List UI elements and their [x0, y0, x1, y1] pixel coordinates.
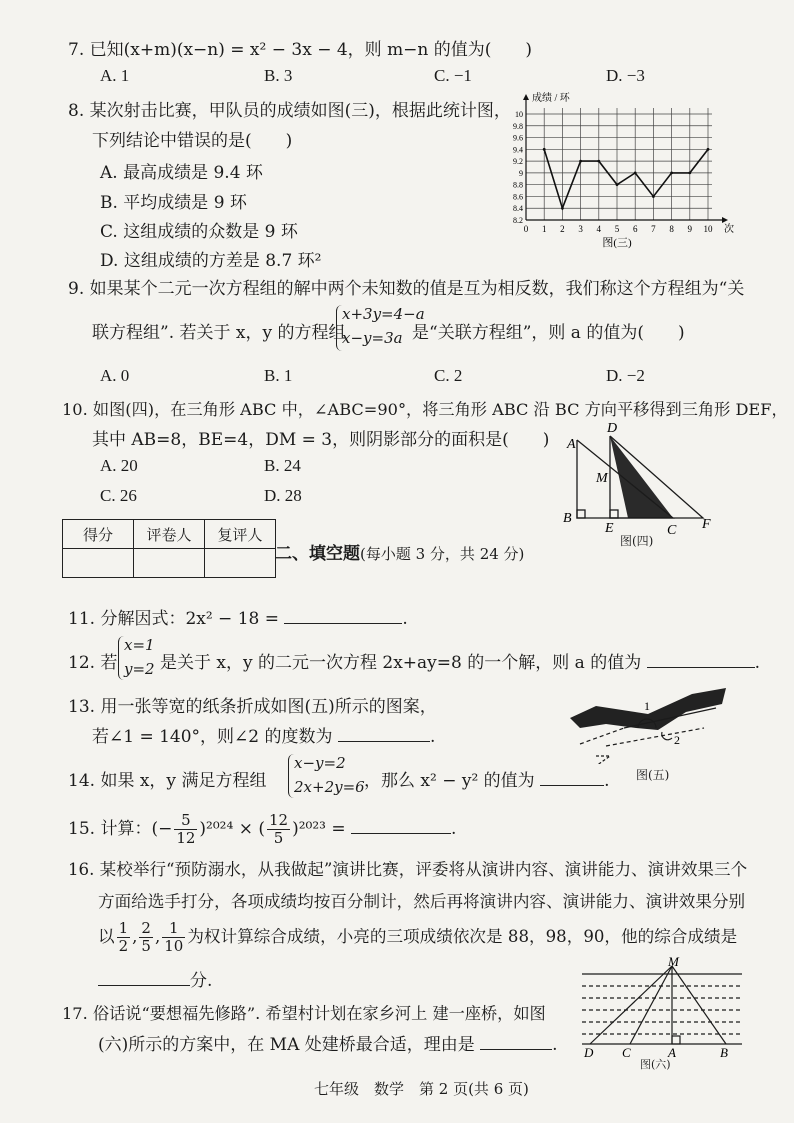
- q15-pre: 15. 计算：(−: [68, 819, 173, 839]
- label-a: A: [567, 437, 576, 452]
- label-b: B: [720, 1045, 728, 1060]
- q16-w1-numerator: 1: [118, 919, 129, 937]
- x-tick-label: 3: [578, 224, 583, 234]
- q8-option-b: B. 平均成绩是 9 环: [100, 193, 247, 213]
- y-tick-label: 9.2: [513, 157, 523, 167]
- label-c: C: [622, 1045, 631, 1060]
- angle-1-label: 1: [644, 699, 650, 713]
- q15: [68, 812, 456, 847]
- q8-option-d: D. 这组成绩的方差是 8.7 环²: [100, 251, 322, 271]
- q9-option-b: B. 1: [264, 366, 293, 385]
- label-m: M: [596, 471, 608, 486]
- y-tick-label: 9.8: [513, 121, 523, 131]
- label-a: A: [668, 1045, 676, 1060]
- q9-line2b: 是“关联方程组”，则 a 的值为( ): [412, 323, 685, 343]
- q15-end: .: [451, 819, 457, 839]
- q15-fraction-1: [174, 812, 197, 847]
- score-table: [62, 519, 276, 578]
- q7-option-d: D. −3: [606, 66, 645, 85]
- x-tick-label: 10: [703, 224, 713, 234]
- x-tick-label: 7: [651, 224, 656, 234]
- q16-w3-numerator: 1: [169, 919, 179, 937]
- q9-option-c: C. 2: [434, 366, 463, 385]
- x-tick-label: 9: [687, 224, 693, 234]
- shaded-region: [610, 436, 673, 518]
- data-point: [670, 171, 673, 174]
- q8-option-c: C. 这组成绩的众数是 9 环: [100, 222, 298, 242]
- q16-line4: 分.: [190, 971, 213, 991]
- score-cell[interactable]: [205, 549, 276, 578]
- score-table-header: 评卷人: [134, 520, 205, 549]
- q12-eq1: x=1: [124, 636, 155, 654]
- y-axis-arrow: [523, 94, 529, 100]
- q12-system: [124, 633, 155, 681]
- q16-w3-denominator: 10: [164, 937, 184, 955]
- q15-fraction-2: [267, 812, 290, 847]
- q12-post: 是关于 x，y 的二元一次方程 2x+ay=8 的一个解，则 a 的值为: [160, 653, 642, 673]
- data-point: [707, 148, 710, 151]
- y-tick-label: 9: [519, 168, 523, 178]
- q14-end: .: [604, 771, 610, 791]
- q9-option-d: D. −2: [606, 366, 645, 385]
- y-tick-label: 8.4: [513, 204, 523, 214]
- q10-option-d: D. 28: [264, 486, 302, 505]
- x-tick-label: 2: [560, 224, 565, 234]
- q16-line3-post: 为权计算综合成绩，小亮的三项成绩依次是 88，98，90，他的综合成绩是: [187, 927, 738, 946]
- q16-weight-2: [139, 920, 153, 955]
- figure-6-caption: 图(六): [640, 1058, 671, 1071]
- q17-line1: 17. 俗话说“要想福先修路”. 希望村计划在家乡河上 建一座桥，如图: [62, 1004, 546, 1023]
- q14-pre: 14. 如果 x，y 满足方程组: [68, 771, 267, 791]
- q15-f2-numerator: 12: [269, 811, 289, 829]
- q15-f1-numerator: 5: [181, 811, 191, 829]
- q15-f2-denominator: 5: [267, 829, 290, 847]
- figure-6-river-bridge: [578, 956, 746, 1062]
- q16-line2: 方面给选手打分，各项成绩均按百分制计，然后再将演讲内容、演讲能力、演讲效果分别: [98, 892, 746, 911]
- q17-line2: (六)所示的方案中，在 MA 处建桥最合适，理由是: [98, 1035, 475, 1055]
- q9-line1: 9. 如果某个二元一次方程组的解中两个未知数的值是互为相反数，我们称这个方程组为“关: [68, 279, 745, 299]
- y-tick-label: 8.8: [513, 180, 523, 190]
- q11-end: .: [402, 609, 408, 629]
- x-axis-label: 次: [724, 224, 734, 235]
- figure-5-folded-strip: [566, 684, 736, 764]
- q7-option-c: C. −1: [434, 66, 472, 85]
- q16-w2-denominator: 5: [141, 937, 151, 955]
- q7-option-a: A. 1: [100, 66, 130, 85]
- q9-line2a: 联方程组”. 若关于 x，y 的方程组: [92, 323, 346, 343]
- q9-option-a: A. 0: [100, 366, 130, 385]
- angle-2-label: 2: [674, 733, 680, 747]
- q10-line2: 其中 AB=8，BE=4，DM = 3，则阴影部分的面积是( ): [92, 430, 550, 450]
- x-tick-label: 1: [541, 224, 547, 234]
- q10-option-a: A. 20: [100, 456, 138, 475]
- score-cell[interactable]: [63, 549, 134, 578]
- y-tick-label: 9.4: [513, 145, 523, 155]
- q16-weight-3: [162, 920, 185, 955]
- q16-weight-1: [117, 920, 131, 955]
- data-point: [688, 171, 691, 174]
- q11-answer-blank[interactable]: [284, 609, 402, 624]
- q17-line2-wrap: [98, 1030, 558, 1055]
- q17-answer-blank[interactable]: [480, 1035, 552, 1050]
- q16-w1-denominator: 2: [118, 937, 129, 955]
- q16-answer-blank[interactable]: [98, 971, 190, 986]
- q11-text: 11. 分解因式：2x² − 18 =: [68, 609, 279, 629]
- series-line: [544, 149, 708, 208]
- score-table-header: 得分: [63, 520, 134, 549]
- q8-line1: 8. 某次射击比赛，甲队员的成绩如图(三)，根据此统计图，: [68, 101, 511, 121]
- page-footer: 七年级 数学 第 2 页(共 6 页): [314, 1080, 529, 1098]
- q12-post-wrap: [160, 648, 760, 673]
- q13-end: .: [429, 727, 436, 747]
- score-line-chart: [500, 90, 740, 250]
- figure-4-triangle: [555, 418, 725, 546]
- data-point: [579, 160, 582, 163]
- q14-post-wrap: [364, 766, 610, 791]
- q14-answer-blank[interactable]: [540, 771, 604, 786]
- y-tick-label: 10: [515, 110, 523, 119]
- q14-eq2: 2x+2y=6: [294, 778, 365, 796]
- q16-line3: 以 $\frac{1}{2}$ , $\frac{2}{5}$ , $\frac{1}{10}$ 为权计算综合成绩，小亮的三项成绩依次是 88，98，90，他的综合成绩是: [98, 919, 738, 955]
- label-b: B: [563, 511, 572, 526]
- q13-answer-blank[interactable]: [338, 727, 430, 742]
- y-axis-label: 成绩 / 环: [532, 93, 570, 104]
- q7-option-b: B. 3: [264, 66, 293, 85]
- section-2-heading: [275, 539, 524, 564]
- figure-4-caption: 图(四): [620, 534, 654, 548]
- q8-option-a: A. 最高成绩是 9.4 环: [100, 163, 263, 183]
- x-tick-label: 4: [596, 224, 602, 234]
- q11: [68, 604, 408, 629]
- q9-eq2: x−y=3a: [342, 329, 403, 347]
- data-point: [543, 148, 546, 151]
- q8-line2: 下列结论中错误的是( ): [92, 131, 293, 151]
- q10-option-b: B. 24: [264, 456, 301, 475]
- score-table-header: 复评人: [205, 520, 276, 549]
- q12-pre: 12. 若: [68, 653, 118, 673]
- data-point: [616, 183, 619, 186]
- q12-answer-blank[interactable]: [647, 653, 755, 668]
- data-point: [652, 195, 655, 198]
- q10-option-c: C. 26: [100, 486, 137, 505]
- q15-answer-blank[interactable]: [351, 819, 451, 834]
- q15-mid1: )²⁰²⁴ × (: [199, 819, 265, 839]
- q16-line3-pre: 以: [98, 927, 115, 946]
- score-cell[interactable]: [134, 549, 205, 578]
- x-tick-label: 8: [669, 224, 674, 234]
- q13-line2: 若∠1 = 140°，则∠2 的度数为: [92, 727, 333, 747]
- q13-line2-wrap: [92, 722, 435, 747]
- figure-5-caption: 图(五): [636, 768, 670, 782]
- label-c: C: [667, 523, 677, 538]
- label-m: M: [668, 956, 679, 969]
- q12-end: .: [754, 653, 761, 673]
- x-tick-label: 0: [523, 224, 529, 234]
- q17-end: .: [552, 1035, 558, 1055]
- y-tick-label: 8.2: [513, 216, 523, 225]
- data-point: [597, 160, 600, 163]
- q16-line1: 16. 某校举行“预防溺水，从我做起”演讲比赛，评委将从演讲内容、演讲能力、演讲效果三个: [68, 860, 748, 879]
- q13-line1: 13. 用一张等宽的纸条折成如图(五)所示的图案，: [68, 697, 437, 717]
- q14-post: ，那么 x² − y² 的值为: [364, 771, 535, 791]
- label-d: D: [607, 421, 618, 436]
- x-tick-label: 5: [614, 224, 620, 234]
- q14-eq1: x−y=2: [294, 754, 346, 772]
- x-tick-label: 6: [632, 224, 638, 234]
- label-d: D: [584, 1045, 594, 1060]
- data-point: [561, 207, 564, 210]
- q15-f1-denominator: 12: [176, 829, 196, 847]
- x-axis-arrow: [722, 217, 728, 223]
- q12-eq2: y=2: [124, 660, 155, 678]
- q15-mid2: )²⁰²³ =: [292, 819, 346, 839]
- q7-text: 7. 已知(x+m)(x−n) = x² − 3x − 4，则 m−n 的值为( ): [68, 40, 533, 60]
- y-tick-label: 8.6: [513, 192, 523, 202]
- q16-line4-wrap: [98, 966, 212, 991]
- label-e: E: [605, 521, 614, 536]
- label-f: F: [702, 517, 711, 532]
- q16-w2-numerator: 2: [141, 919, 151, 937]
- q9-eq1: x+3y=4−a: [342, 305, 425, 323]
- data-point: [634, 171, 637, 174]
- q10-line1: 10. 如图(四)，在三角形 ABC 中，∠ABC=90°，将三角形 ABC 沿 BC 方向平移得到三角形 DEF，: [62, 400, 788, 419]
- section-2-title: 二、填空题: [275, 544, 360, 564]
- chart-caption: 图(三): [602, 237, 632, 249]
- q14-system: [294, 751, 365, 799]
- section-2-note: (每小题 3 分，共 24 分): [360, 545, 525, 563]
- y-tick-label: 9.6: [513, 133, 523, 143]
